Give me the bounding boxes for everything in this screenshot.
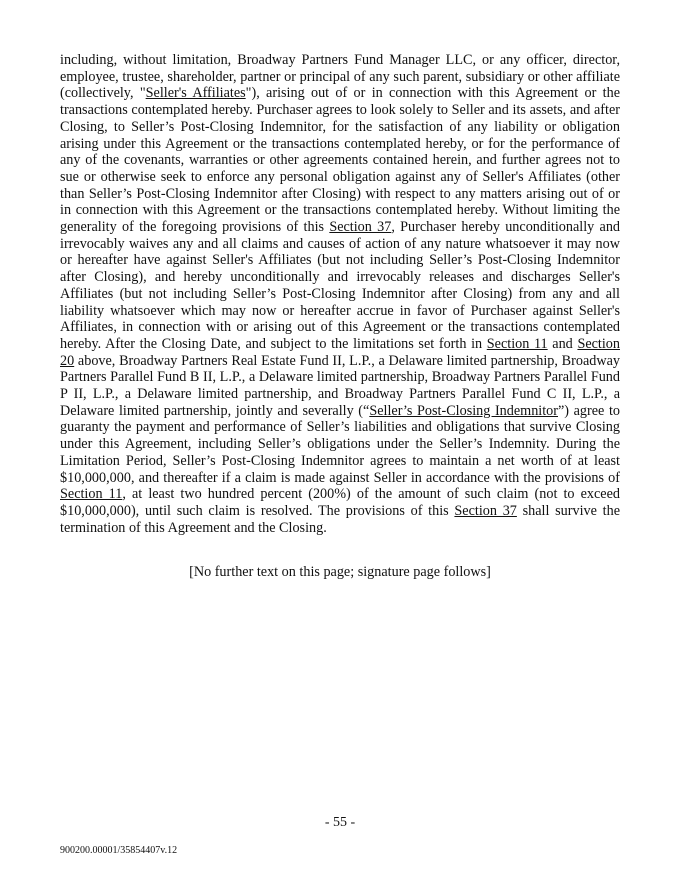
section-reference-11: Section 11 bbox=[60, 486, 123, 503]
text-run: and bbox=[547, 335, 578, 352]
text-run: "), arising out of or in connection with this Agreement or the transactions contemplated hereby. Purchaser agrees to look solely to Seller and its assets, and after Closing, to Seller’s Post-Closing Indemnitor, for the satisfaction of any liability or obligation arising under this Agreement or the transactions contemplated hereby, or for the performance of any of the covenants, warranties or other agreements contained herein, and further agrees not to sue or otherwise seek to enforce any personal obligation against any of Seller's Affiliates (other than Seller’s Post-Closing Indemnitor after Closing) with respect to any matters arising out of or in connection with this Agreement or the transactions contemplated hereby. Without limiting the generality of the foregoing provisions of this bbox=[60, 85, 620, 236]
text-run: , at least two hundred percent (200%) of the amount of such claim (not to exceed $10,000,000), until such claim is resolved. The provisions of this bbox=[60, 486, 620, 519]
document-id: 900200.00001/35854407v.12 bbox=[60, 845, 178, 856]
section-reference-11: Section 11 bbox=[486, 335, 548, 352]
section-reference-37: Section 37 bbox=[454, 502, 517, 519]
closing-note: [No further text on this page; signature page follows] bbox=[189, 564, 491, 580]
text-run: above, Broadway Partners Real Estate Fund II, L.P., a Delaware limited partnership, Broadway Partners Parallel Fund B II, L.P., a Delaware limited partnership, Broadway Partners Parallel Fund P II, L.P., a Delaware limited partnership, and Broadway Partners Parallel Fund C II, L.P., a Delaware limited partnership, jointly and severally (“ bbox=[60, 352, 620, 419]
defined-term-post-closing-indemnitor: Seller’s Post-Closing Indemnitor bbox=[369, 402, 558, 419]
section-reference-20: Section 20 bbox=[60, 335, 620, 369]
text-run: , Purchaser hereby unconditionally and irrevocably waives any and all claims and causes of action of any nature whatsoever it may now or hereafter have against Seller's Affiliates (but not including Seller’s Post-Closing Indemnitor after Closing), and hereby unconditionally and irrevocably releases and discharges Seller's Affiliates (but not including Seller’s Post-Closing Indemnitor after Closing) from any and all liability whatsoever which may now or hereafter accrue in favor of Purchaser against Seller's Affiliates, in connection with or arising out of this Agreement or the transactions contemplated hereby. After the Closing Date, and subject to the limitations set forth in bbox=[60, 219, 621, 352]
text-run: ”) agree to guaranty the payment and performance of Seller’s liabilities and obligations that survive Closing under this Agreement, including Seller’s obligations under the Seller’s Indemnity. During the Limitation Period, Seller’s Post-Closing Indemnitor agrees to maintain a net worth of at least $10,000,000, and thereafter if a claim is made against Seller in accordance with the provisions of bbox=[60, 402, 620, 486]
section-reference-37: Section 37 bbox=[329, 219, 392, 236]
text-run: including, without limitation, Broadway Partners Fund Manager LLC, or any officer, director, employee, trustee, shareholder, partner or principal of any such parent, subsidiary or other affiliate (collectively, " bbox=[60, 52, 620, 102]
text-run: shall survive the termination of this Agreement and the Closing. bbox=[60, 502, 620, 536]
body-paragraph bbox=[60, 52, 620, 536]
defined-term-sellers-affiliates: Seller's Affiliates bbox=[145, 85, 246, 102]
page-number: - 55 - bbox=[324, 815, 356, 830]
